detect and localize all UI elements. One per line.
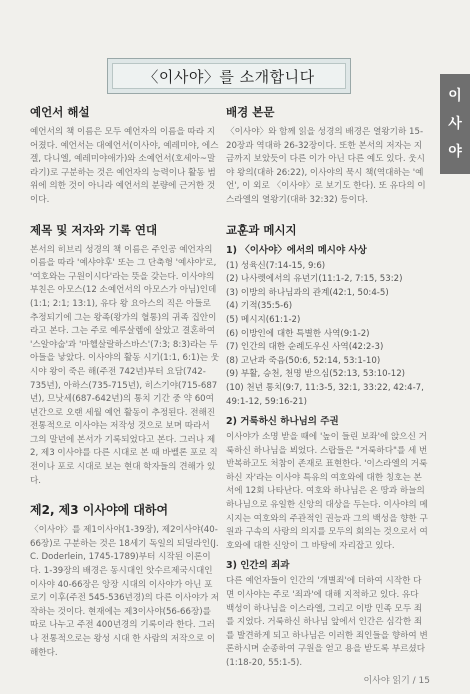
section-text-authorship: 본서의 히브리 성경의 책 이름은 주인공 예언자의 이름을 따라 '예샤야후' 또는 그 단축형 '예샤야'로, '여호와는 구원이시다'라는 뜻을 갖는다. 이사야의 부친은 아모스(12 소예언서의 아모스가 아님)인데(1:1; 2:1; 13:1), 유다 왕 요아스의 직은 아들로 추정되기에 그는 왕족(왕가의 혈통)의 귀족 집안이라고 본다. 그는 주로 예루살렘에 살았고 결혼하여 '스알야숩'과 '마헬살랄하스바스'(7:3; 8:3)라는 두 아들을 낳았다. 이사야의 활동 시기(1:1, 6:1)는 웃시야 왕이 죽은 해(주전 742년)부터 요담(742-735년), 아하스(735-715년), 히스기야(715-687년), 므낫세(687-642년)의 통치 기간 중 약 60여 년간으로 오랜 세월 예언 활동이 추정된다. 전해진 전통적으로 이사야는 저작성 것으로 보며 따라서 그의 말년에 본서가 기록되었다고 본다. 그러나 제2, 제3 이사야를 다른 시대로 본 때 바벨론 포로 직전이나 포로 시대로 보는 현대 학자들의 견해가 있다. [30, 244, 220, 486]
page-title: 〈이사야〉를 소개합니다 [112, 63, 346, 89]
section-text-second-isaiah: 〈이사야〉를 제1이사야(1-39장), 제2이사야(40-66장)로 구분하는 것은 18세기 독일의 되덜라인(J. C. Doderlein, 1745-1789)부터 시작된 이론이다. 1-39장의 배경은 동시대인 앗수르제국시대인 이사야 40-66장은 앙장 시대의 이사야가 아닌 포로기 이후(주전 545-536년경)의 다른 이사야가 저작하는 것이다. 현재에는 제3이사야(56-66장)를 따로 나누고 주전 400년경의 기록이라 한다. 그러나 전통적으로는 왕성 시대 한 사람의 저작으로 이해한다. [30, 525, 220, 658]
subheading-sin: 3) 인간의 죄과 [226, 560, 290, 572]
section-heading-second-isaiah: 제2, 제3 이사야에 대하여 [30, 503, 169, 518]
list-item: (8) 고난과 죽음(50:6, 52:14, 53:1-10) [226, 355, 381, 366]
list-item: (7) 인간의 대한 순례도우신 사역(42:2-3) [226, 342, 384, 353]
side-tab-char-1: 이 [448, 88, 462, 104]
list-item: (10) 천년 통치(9:7, 11:3-5, 32:1, 33:22, 42:4-7, 49:1-12, 59:16-21) [226, 382, 424, 407]
list-item: (9) 부활, 승천, 천명 받으심(52:13, 53:10-12) [226, 369, 406, 380]
page-footer: 이사야 읽기 / 15 [363, 676, 430, 686]
title-box [107, 58, 351, 94]
side-tab-char-2: 사 [448, 116, 462, 132]
section-heading-authorship: 제목 및 저자와 기록 연대 [30, 222, 158, 237]
section-text-commentary: 예언서의 책 이름은 모두 예언자의 이름을 따라 지어졌다. 예언서는 대예언서(이사야, 예레미야, 에스겔, 다니엘, 예레미야애가)와 소예언서(호세아~말라기)로 구분하는 것은 예언자의 능력이나 활동 범위에 의한 것이 아니라 예언서의 분량에 근거한 것이다. [30, 127, 219, 205]
side-tab [440, 74, 470, 174]
list-item: (5) 메시지(61:1-2) [226, 314, 301, 325]
side-tab-char-3: 야 [448, 144, 462, 160]
subheading-sovereignty: 2) 거룩하신 하나님의 주권 [226, 416, 339, 428]
list-item: (6) 이방인에 대한 특별한 사역(9:1-2) [226, 328, 370, 339]
section-heading-background: 배경 본문 [226, 105, 275, 119]
list-item: (2) 나사렛에서의 유년기(11:1-2, 7:15, 53:2) [226, 274, 403, 285]
section-heading-commentary: 예언서 해설 [30, 105, 90, 119]
section-heading-message: 교훈과 메시지 [226, 222, 297, 237]
section-text-sovereignty: 이사야가 소명 받을 때에 '높이 들린 보좌'에 앉으신 거룩하신 하나님을 뵈었다. 스랍들은 "거룩하다"를 세 번 반복하고도 처참이 존재로 표현한다. '이스라엘의 거룩하신 자'라는 이사야 특유의 여호와에 대한 칭호는 본서에 12회 나타난다. 여호와 하나님은 온 땅과 하늘의 하나님으로 유일한 신앙의 대상을 두는다. 이사야의 메시지는 여호와의 주관적인 권능과 그의 백성을 향한 구원과 구속의 사랑의 의지를 모두의 회의는 것으로서 여호와에 대한 신앙이 그 바탕에 자리잡고 있다. [226, 432, 428, 551]
list-item: (4) 기적(35:5-6) [226, 301, 293, 312]
section-text-sin: 다른 예언자들이 인간의 '개별죄'에 더하여 시작한 다면 이사야는 주로 '죄과'에 대해 지적하고 있다. 유다 백성이 하나님을 이스라엘, 그리고 이방 민족 모두 죄를 지었다. 거룩하신 하나님 앞에서 인간은 심각한 죄를 발견하게 되고 하나님은 이러한 죄인들을 향하여 변론하시며 순종하여 구원을 얻고 용을 받도록 부르셨다(1:18-20, 55:1-5). [226, 576, 428, 668]
subheading-messiah: 1) 〈이사야〉에서의 메시야 사상 [226, 244, 367, 256]
messiah-list [226, 260, 428, 410]
right-column [226, 104, 428, 671]
left-column [30, 104, 220, 660]
list-item: (3) 이방의 하나님과의 관계(42:1, 50:4-5) [226, 287, 389, 298]
section-text-background: 〈이사야〉와 함께 읽을 성경의 배경은 열왕기하 15-20장과 역대하 26-32장이다. 또한 본서의 저자는 지금까지 보았듯이 다른 이가 아닌 다른 예도 있다. 웃시야 왕의(대하 26:22), 이사야의 묵시 책(역대하는 '예언', 이 외로 〈이사야〉로 보기도 한다). 또 유다의 이스라엘의 열왕기(대하 32:32) 등이다. [226, 127, 426, 205]
list-item: (1) 성육신(7:14-15, 9:6) [226, 260, 326, 271]
